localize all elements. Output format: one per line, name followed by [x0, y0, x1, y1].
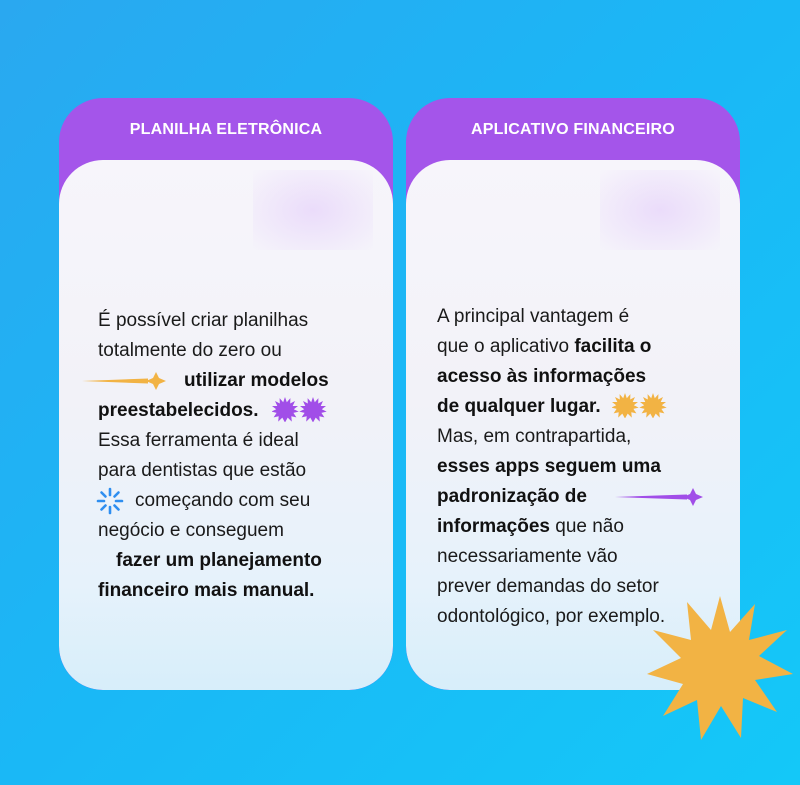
text-line: Mas, em contrapartida,: [437, 426, 632, 447]
highlight-text: acesso às informações: [437, 366, 647, 387]
spreadsheet-card: [59, 98, 393, 690]
highlight-text: fazer um planejamento: [116, 550, 322, 571]
financial-app-card-title: APLICATIVO FINANCEIRO: [471, 121, 675, 138]
purple-burst-icon: [272, 396, 328, 422]
text-line: necessariamente vão: [437, 546, 618, 567]
highlight-text: informações: [437, 516, 550, 537]
sparkle-arrow-icon: [615, 486, 707, 508]
text-line: para dentistas que estão: [98, 460, 307, 481]
text-line: negócio e conseguem: [98, 520, 284, 541]
sparkle-arrow-icon: [82, 370, 174, 392]
spreadsheet-card-title: PLANILHA ELETRÔNICA: [129, 121, 323, 138]
highlight-text: de qualquer lugar.: [437, 396, 601, 417]
blue-sparkle-icon: [96, 487, 124, 515]
financial-app-description: [437, 302, 727, 632]
highlight-text: financeiro mais manual.: [98, 580, 315, 601]
text-line: É possível criar planilhas: [98, 310, 309, 331]
spreadsheet-card-body: [59, 160, 393, 690]
highlight-text: preestabelecidos.: [98, 400, 259, 421]
highlight-text: facilita o: [574, 336, 652, 357]
text-line: que o aplicativo: [437, 336, 575, 357]
text-line: odontológico, por exemplo.: [437, 606, 666, 627]
text-line: totalmente do zero ou: [98, 340, 282, 361]
spreadsheet-description: [98, 306, 378, 606]
text-line: prever demandas do setor: [437, 576, 659, 597]
text-line: que não: [549, 516, 624, 537]
highlight-text: esses apps seguem uma: [437, 456, 661, 477]
text-line: Essa ferramenta é ideal: [98, 430, 299, 451]
highlight-text: padronização de: [437, 486, 587, 507]
text-line: começando com seu: [135, 490, 311, 511]
highlight-text: utilizar modelos: [184, 370, 329, 391]
text-line: A principal vantagem é: [437, 306, 630, 327]
orange-burst-icon: [612, 392, 668, 418]
starburst-icon: [645, 594, 795, 744]
